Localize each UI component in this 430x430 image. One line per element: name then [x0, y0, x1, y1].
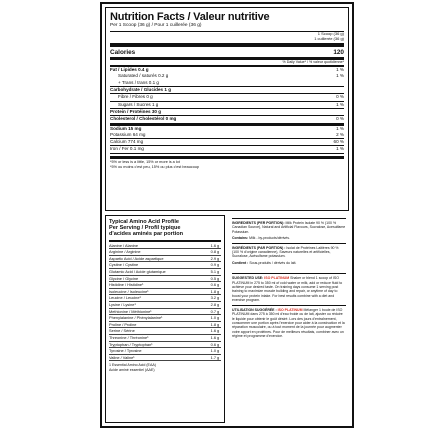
amino-value: 1.6 — [210, 328, 216, 334]
amino-name: Phenylalanine / Phénylalanine¹ — [109, 315, 163, 321]
suggested-use-en: SUGGESTED USE: ISO PLATINUM Shaker or blend 1 scoop of ISO PLATINUM in 275 to 350 ml of cold water or milk, add or reduce fluid to achieve your desired taste. On training days consume 1 serving post training to maximize muscle building and repair, or anytime of day to boost your protein intake. For best results combine with a diet and exercise program. — [232, 276, 343, 303]
daily-value-header: % Daily Value* / % valeur quotidienne* — [282, 60, 344, 65]
amino-row — [109, 256, 221, 263]
amino-row — [109, 262, 221, 269]
amino-value: 2.8 — [210, 301, 216, 307]
amino-unit: g — [217, 315, 220, 321]
amino-value: 3.2 — [210, 295, 216, 301]
nutrient-dv: 1 % — [336, 125, 344, 131]
amino-value: 0.6 — [210, 341, 216, 347]
amino-value: 1.0 — [210, 315, 216, 321]
nutrient-label: Iron / Fer 0.1 mg — [110, 146, 144, 152]
amino-rows — [109, 243, 221, 362]
amino-row — [109, 322, 221, 329]
amino-name: Threonine / Thréonine¹ — [109, 334, 149, 340]
amino-row — [109, 282, 221, 289]
amino-name: Glycine / Glycine — [109, 275, 139, 281]
ingredients-en: INGREDIENTS (PER PORTION): Milk Protein Isolate 90 % (100 % Canadian Source), Natural and Artificial Flavours, Sucralose, Acesulfame Potassium. — [232, 221, 346, 234]
amino-name: Proline / Proline — [109, 321, 137, 327]
nutrient-label: Saturated / saturés 0.2 g — [118, 73, 169, 79]
dv-footnote-fr: *5% ou moins c'est peu, 15% ou plus c'est beaucoup — [110, 164, 200, 169]
nutrient-dv: 60 % — [333, 139, 344, 145]
amino-name: Histidine / Histidine¹ — [109, 282, 144, 288]
amino-value: 1.6 — [210, 334, 216, 340]
amino-unit: g — [217, 321, 220, 327]
brand-en: ISO PLATINUM — [264, 276, 290, 281]
serving-right-fr: 1 cuillerée (36 g) — [314, 35, 344, 41]
amino-value: 0.6 — [210, 282, 216, 288]
amino-name: Alanine / Alanine — [109, 242, 138, 248]
amino-name: Leucine / Leucine¹ — [109, 295, 141, 301]
amino-value: 1.0 — [210, 348, 216, 354]
amino-row — [109, 243, 221, 250]
amino-name: Lysine / Lysine¹ — [109, 301, 136, 307]
amino-name: Arginine / Arginine — [109, 249, 141, 255]
amino-value: 0.8 — [210, 249, 216, 255]
nutrient-row — [110, 132, 344, 138]
calories-row — [110, 48, 344, 57]
nutrient-label: Protein / Protéines 30 g — [110, 108, 162, 114]
amino-name: Serine / Sérine — [109, 328, 135, 334]
amino-row — [109, 249, 221, 256]
nutrient-row — [110, 116, 344, 122]
amino-unit: g — [217, 348, 220, 354]
amino-row — [109, 335, 221, 342]
calories-label: Calories — [110, 49, 136, 57]
nutrient-row — [110, 80, 344, 86]
suggested-use-fr: UTILISATION SUGGÉRÉE : ISO PLATINUM Mélanger 1 boule de ISO PLATINUM dans 275 à 350 ml d'eau froide ou de lait, ajuster ou réduire le liquide pour obtenir le goût désiré. Lors des jours d'entraînement, consommer une portion après l'exercice pour aider à la construction et la réparation musculaire, ou à tout moment de la journée pour augmenter votre apport en protéines. Pour de meilleurs résultats, combiner avec un régime et programme d'exercice. — [232, 307, 345, 339]
nutrient-row — [110, 102, 344, 108]
nutrient-dv: 1 % — [336, 73, 344, 79]
contains-fr: Contient : Sous-produits / dérivés du lait. — [232, 260, 297, 265]
amino-unit: g — [217, 268, 220, 274]
nutrient-rows — [110, 65, 344, 154]
nutrition-facts-panel — [105, 7, 349, 211]
dv-footnote-en: *5% or less is a little, 15% or more is a lot — [110, 159, 180, 164]
amino-unit: g — [217, 328, 220, 334]
nutrient-dv: 1 % — [336, 67, 344, 73]
contains-en: Contains: Milk - by-products/dérivés. — [232, 236, 290, 241]
nutrient-dv: 0 % — [336, 94, 344, 100]
amino-value: 2.9 — [210, 255, 216, 261]
serving-right-en: 1 Scoop (36 g) — [317, 31, 344, 36]
amino-title-3: d'acides aminés par portion — [109, 231, 184, 238]
amino-row — [109, 289, 221, 296]
panel-title: Nutrition Facts / Valeur nutritive — [110, 11, 270, 23]
nutrient-label: Fibre / Fibres 0 g — [118, 94, 153, 100]
amino-row — [109, 269, 221, 276]
amino-row — [109, 342, 221, 349]
calories-value: 120 — [333, 49, 344, 57]
amino-value: 1.8 — [210, 288, 216, 294]
nutrient-row — [110, 146, 344, 152]
amino-row — [109, 302, 221, 309]
amino-footnote-1: 1 Essential Amino Acid (EAA) — [109, 363, 156, 368]
amino-unit: g — [217, 341, 220, 347]
nutrient-label: + Trans / trans 0.1 g — [118, 79, 159, 85]
brand-fr: ISO PLATINUM — [277, 307, 303, 312]
nutrient-dv: 1 % — [336, 146, 344, 152]
amino-value: 0.5 — [210, 275, 216, 281]
amino-acid-panel — [105, 215, 225, 423]
amino-row — [109, 315, 221, 322]
amino-unit: g — [217, 262, 220, 268]
serving-right — [110, 32, 344, 41]
nutrient-label: Calcium 774 mg — [110, 139, 144, 145]
amino-value: 1.8 — [210, 321, 216, 327]
serving-size: Per 1 Scoop (36 g) / Pour 1 cuillerée (36 g) — [110, 23, 202, 28]
amino-row — [109, 295, 221, 302]
nutrient-label: Cholesterol / Cholestérol 0 mg — [110, 116, 177, 122]
amino-unit: g — [217, 301, 220, 307]
amino-name: Tyrosine / Tyrosine — [109, 348, 142, 354]
amino-unit: g — [217, 295, 220, 301]
amino-row — [109, 348, 221, 355]
nutrient-label: Fat / Lipides 0.4 g — [110, 67, 149, 73]
serving-block — [110, 23, 344, 29]
amino-footnote-2: Acide aminé essentiel (AAE) — [109, 367, 155, 372]
amino-unit: g — [217, 354, 220, 360]
amino-value: 1.7 — [210, 354, 216, 360]
amino-title-2: Per Serving / Profil typique — [109, 225, 181, 232]
amino-row — [109, 276, 221, 283]
amino-unit: g — [217, 249, 220, 255]
amino-name: Tryptophan / Tryptophan¹ — [109, 341, 153, 347]
amino-name: Glutamic Acid / Acide glutamique — [109, 268, 166, 274]
amino-name: Isoleucine / Isoleucine¹ — [109, 288, 149, 294]
ingredients-fr: INGRÉDIENTS (PAR PORTION) : Isolat de Protéines Laitières 90 % (100 % d'origine canadienne), Saveurs naturelles et artificielles, Sucralose, Acésulfame potassium. — [232, 245, 339, 259]
nutrient-label: Sugars / Sucres 1 g — [118, 101, 159, 107]
amino-unit: g — [217, 282, 220, 288]
amino-name: Cystine / Cystine — [109, 262, 139, 268]
nutrient-dv: 2 % — [336, 131, 344, 137]
amino-unit: g — [217, 275, 220, 281]
amino-unit: g — [217, 334, 220, 340]
nutrient-dv: 0 % — [336, 116, 344, 122]
amino-title-1: Typical Amino Acid Profile — [109, 219, 180, 225]
amino-row — [109, 309, 221, 316]
amino-value: 0.7 — [210, 308, 216, 314]
amino-unit: g — [217, 288, 220, 294]
nutrient-row — [110, 94, 344, 100]
amino-unit: g — [217, 255, 220, 261]
nutrient-dv: 1 % — [336, 101, 344, 107]
nutrient-label: Carbohydrate / Glucides 1 g — [110, 87, 172, 93]
amino-value: 5.1 — [210, 268, 216, 274]
amino-value: 0.9 — [210, 262, 216, 268]
amino-unit: g — [217, 308, 220, 314]
nutrient-row — [110, 109, 344, 115]
amino-name: Aspartic Acid / Acide aspartique — [109, 255, 164, 261]
amino-value: 1.6 — [210, 242, 216, 248]
amino-name: Methionine / Méthionine¹ — [109, 308, 152, 314]
nutrient-label: Sodium 15 mg — [110, 125, 142, 131]
ingredients-panel — [229, 215, 349, 423]
amino-name: Valine / Valine¹ — [109, 354, 135, 360]
nutrient-row — [110, 139, 344, 145]
nutrition-label — [100, 2, 354, 428]
amino-row — [109, 328, 221, 335]
amino-row — [109, 355, 221, 362]
nutrient-label: Potassium 64 mg — [110, 131, 146, 137]
amino-unit: g — [217, 242, 220, 248]
nutrient-row — [110, 87, 344, 93]
